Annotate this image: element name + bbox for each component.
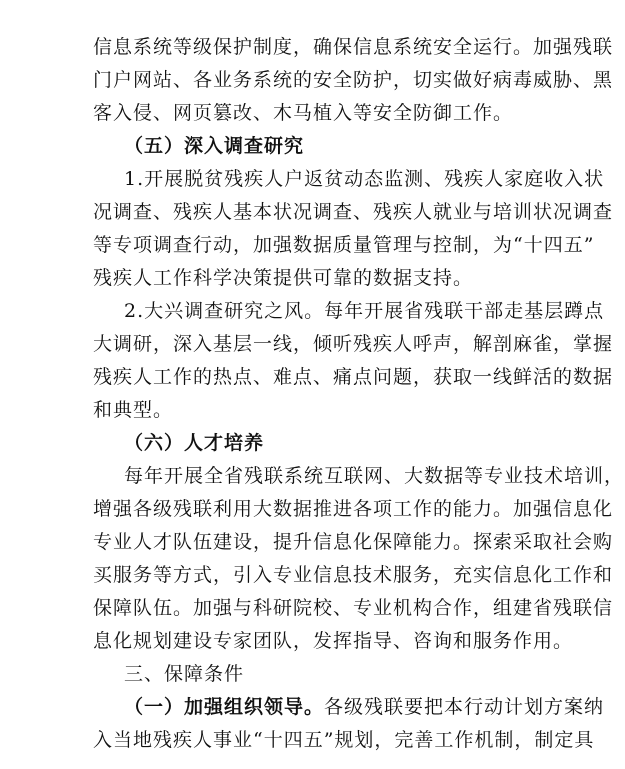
section-heading: （六）人才培养 [124,432,265,454]
body-text-line: 等专项调查行动，加强数据质量管理与控制，为“十四五” [93,234,595,256]
body-text-line: 残疾人工作的热点、难点、痛点问题，获取一线鲜活的数据 [93,366,614,388]
part-heading: 三、保障条件 [124,663,245,685]
body-text-line: 每年开展全省残联系统互联网、大数据等专业技术培训， [124,465,625,487]
body-text-line: 残疾人工作科学决策提供可靠的数据支持。 [93,267,474,289]
body-text-line: 增强各级残联利用大数据推进各项工作的能力。加强信息化 [93,498,614,520]
body-text-line: 入当地残疾人事业“十四五”规划，完善工作机制，制定具 [93,729,595,751]
body-text-line: 和典型。 [93,399,174,421]
body-text-line: 况调查、残疾人基本状况调查、残疾人就业与培训状况调查 [93,201,614,223]
body-text-line: 门户网站、各业务系统的安全防护，切实做好病毒威胁、黑 [93,69,614,91]
body-text-line: 信息系统等级保护制度，确保信息系统安全运行。加强残联 [93,36,614,58]
body-text-line: 2.大兴调查研究之风。每年开展省残联干部走基层蹲点 [124,300,605,322]
body-text-line: 大调研，深入基层一线，倾听残疾人呼声，解剖麻雀，掌握 [93,333,614,355]
body-text-line: 1.开展脱贫残疾人户返贫动态监测、残疾人家庭收入状 [124,168,605,190]
body-text-line: 保障队伍。加强与科研院校、专业机构合作，组建省残联信 [93,597,614,619]
body-text-line: 买服务等方式，引入专业信息技术服务，充实信息化工作和 [93,564,614,586]
body-text-line: 专业人才队伍建设，提升信息化保障能力。探索采取社会购 [93,531,614,553]
section-heading: （五）深入调查研究 [124,135,305,157]
subsection-line [124,694,605,720]
subsection-heading: （一）加强组织领导。 [124,696,325,718]
body-text-line: 客入侵、网页篡改、木马植入等安全防御工作。 [93,102,514,124]
body-text-line: 息化规划建设专家团队，发挥指导、咨询和服务作用。 [93,630,574,652]
subsection-text: 各级残联要把本行动计划方案纳 [324,696,605,718]
